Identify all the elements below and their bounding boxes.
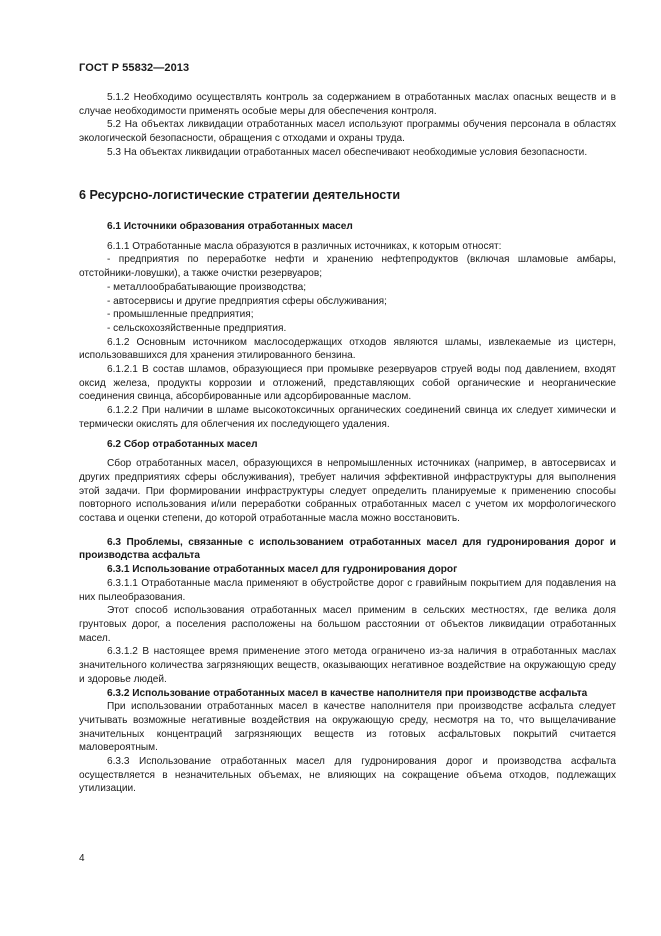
paragraph-6-1-2: 6.1.2 Основным источником маслосодержащих отходов являются шламы, извлекаемые из цистерн, использовавшихся для хранения этилированного бензина.	[79, 336, 616, 362]
paragraph-6-3-2: При использовании отработанных масел в качестве наполнителя при производстве асфальта следует учитывать возможные негативные воздействия на окружающую среду, несмотря на то, что выщелачивание значительных концентраций загрязняющих веществ из готовых асфальтовых покрытий считается маловероятным.	[79, 701, 616, 754]
list-item: - сельскохозяйственные предприятия.	[107, 322, 287, 334]
document-header: ГОСТ Р 55832—2013	[79, 62, 190, 74]
paragraph-6-2: Сбор отработанных масел, образующихся в непромышленных источниках (например, в автосервисах и других предприятиях сферы обслуживания), требует наличия эффективной инфраструктуры для выполнения этой задачи. При формировании инфраструктуры следует определить планируемые к применению способы повторного использования и/или переработки собранных отработанных масел с учетом их морфологического состава и оценки степени, до которой отработанные масла можно восстановить.	[79, 458, 616, 525]
paragraph-6-3-3: 6.3.3 Использование отработанных масел для гудронирования дорог и производства асфальта осуществляется в незначительных объемах, не влияющих на сокращение объема отходов, подлежащих утилизации.	[79, 756, 616, 795]
paragraph-6-1-1: 6.1.1 Отработанные масла образуются в различных источниках, к которым относят:	[107, 240, 502, 252]
paragraph-6-1-2-2: 6.1.2.2 При наличии в шламе высокотоксичных органических соединений свинца их следует химически и термически окислять для облегчения их последующего удаления.	[79, 405, 616, 430]
section-6-body	[79, 220, 616, 796]
section-6-2-heading: 6.2 Сбор отработанных масел	[107, 438, 258, 450]
section-6-3-1-heading: 6.3.1 Использование отработанных масел для гудронирования дорог	[107, 564, 458, 576]
paragraph-5-1-2: 5.1.2 Необходимо осуществлять контроль за содержанием в отработанных маслах опасных веществ и в случае необходимости применять особые меры для обеспечения контроля.	[79, 92, 616, 117]
section-6-3-heading: 6.3 Проблемы, связанные с использованием отработанных масел для гудронирования дорог и производства асфальта	[79, 536, 616, 562]
paragraph-6-3-1-2: 6.3.1.2 В настоящее время применение этого метода ограничено из-за наличия в отработанных маслах значительного количества загрязняющих веществ, оказывающих негативное воздействие на окружающую среду и здоровье людей.	[79, 646, 616, 685]
page-number: 4	[79, 853, 85, 864]
list-item: - металлообрабатывающие производства;	[107, 281, 307, 293]
list-item: - автосервисы и другие предприятия сферы обслуживания;	[107, 295, 387, 307]
paragraph-5-2: 5.2 На объектах ликвидации отработанных масел используют программы обучения персонала в областях экологической безопасности, обращения с отходами и охраны труда.	[79, 119, 616, 145]
list-item: - предприятия по переработке нефти и хранению нефтепродуктов (включая шламовые амбары, отстойники-ловушки), а также очистки резервуаров;	[79, 254, 616, 280]
paragraph-5-3: 5.3 На объектах ликвидации отработанных масел обеспечивают необходимые условия безопасности.	[107, 146, 588, 158]
list-item: - промышленные предприятия;	[107, 309, 254, 321]
paragraph-6-3-1-1: 6.3.1.1 Отработанные масла применяют в обустройстве дорог с гравийным покрытием для подавления на них пылеобразования.	[79, 577, 616, 603]
section-6-heading: 6 Ресурсно-логистические стратегии деятельности	[79, 188, 401, 202]
intro-block	[79, 91, 616, 160]
section-6-3-2-heading: 6.3.2 Использование отработанных масел в качестве наполнителя при производстве асфальта	[107, 687, 588, 699]
section-6-1-heading: 6.1 Источники образования отработанных масел	[107, 221, 353, 232]
paragraph-6-3-1-1-continued: Этот способ использования отработанных масел применим в сельских местностях, где велика доля грунтовых дорог, а поселения расположены на большом расстоянии от объектов ликвидации отработанных масел.	[79, 605, 616, 644]
paragraph-6-1-2-1: 6.1.2.1 В состав шламов, образующиеся при промывке резервуаров струей воды под давлением, входят оксид железа, продукты коррозии и отложений, представляющих собой органические и неорганические соединения свинца, абсорбированные или адсорбированные маслом.	[79, 364, 616, 403]
